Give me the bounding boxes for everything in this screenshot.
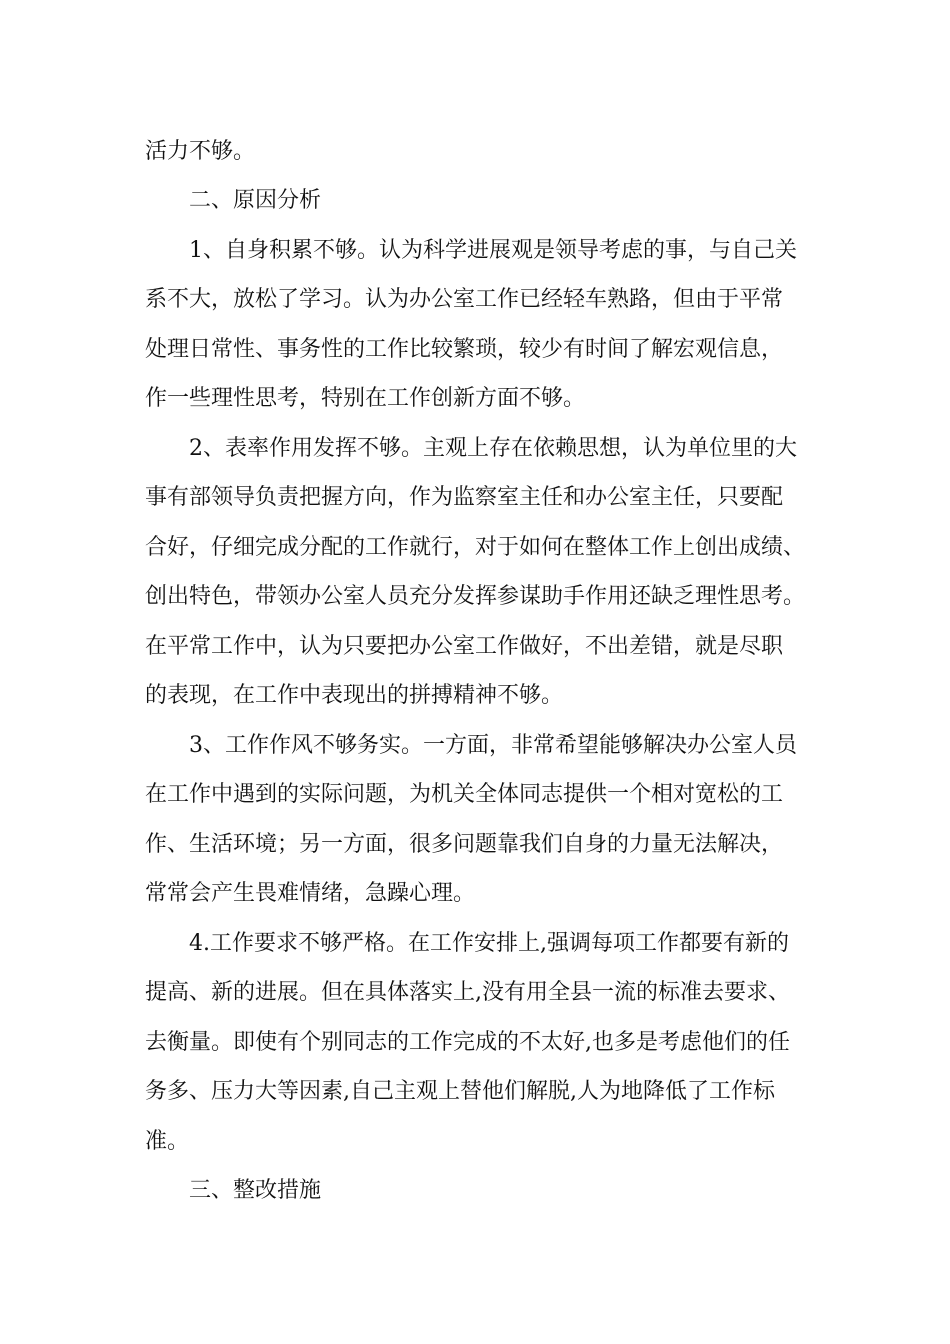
text-line: 创出特色，带领办公室人员充分发挥参谋助手作用还缺乏理性思考。 — [145, 584, 806, 609]
text-line: 活力不够。 — [145, 139, 256, 164]
text-line: 系不大，放松了学习。认为办公室工作已经轻车熟路，但由于平常 — [145, 287, 784, 312]
text-line: 事有部领导负责把握方向，作为监察室主任和办公室主任，只要配 — [145, 485, 784, 510]
text-line: 在平常工作中，认为只要把办公室工作做好，不出差错，就是尽职 — [145, 634, 784, 659]
text-line: 的表现，在工作中表现出的拼搏精神不够。 — [145, 683, 564, 708]
text-line: 准。 — [145, 1129, 190, 1154]
text-line: 作、生活环境；另一方面，很多问题靠我们自身的力量无法解决， — [145, 832, 784, 857]
text-line: 1、自身积累不够。认为科学进展观是领导考虑的事，与自己关 — [189, 238, 797, 263]
text-line: 务多、压力大等因素,自己主观上替他们解脱,人为地降低了工作标 — [145, 1079, 775, 1104]
text-line: 在工作中遇到的实际问题，为机关全体同志提供一个相对宽松的工 — [145, 782, 784, 807]
text-line: 4.工作要求不够严格。在工作安排上,强调每项工作都要有新的 — [189, 931, 789, 956]
text-line: 合好，仔细完成分配的工作就行，对于如何在整体工作上创出成绩、 — [145, 535, 806, 560]
section-heading: 三、整改措施 — [189, 1178, 322, 1203]
section-heading: 二、原因分析 — [189, 188, 322, 213]
text-line: 3、工作作风不够务实。一方面，非常希望能够解决办公室人员 — [189, 733, 797, 758]
text-line: 作一些理性思考，特别在工作创新方面不够。 — [145, 386, 586, 411]
text-line: 处理日常性、事务性的工作比较繁琐，较少有时间了解宏观信息， — [145, 337, 784, 362]
text-line: 提高、新的进展。但在具体落实上,没有用全县一流的标准去要求、 — [145, 980, 790, 1005]
text-line: 2、表率作用发挥不够。主观上存在依赖思想，认为单位里的大 — [189, 436, 797, 461]
text-line: 去衡量。即使有个别同志的工作完成的不太好,也多是考虑他们的任 — [145, 1030, 790, 1055]
text-line: 常常会产生畏难情绪，急躁心理。 — [145, 881, 476, 906]
